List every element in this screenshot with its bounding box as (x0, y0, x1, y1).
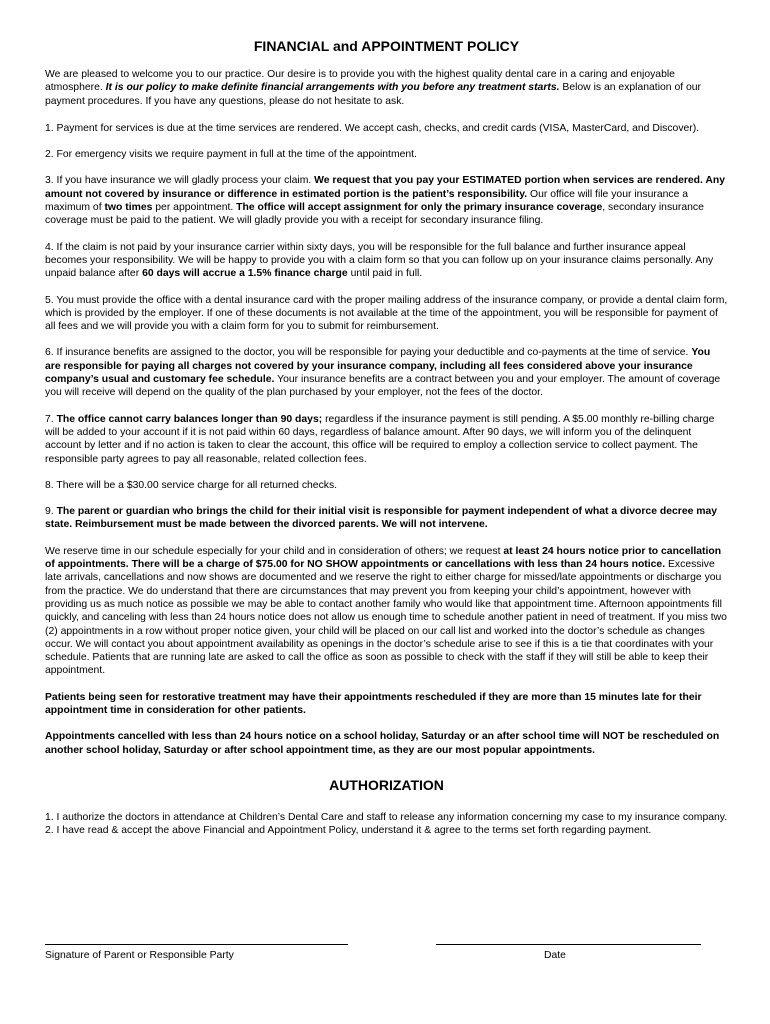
date-line[interactable] (436, 944, 701, 945)
appointment-bold: at least 24 hours notice prior to cancellation of appointments. There will be a charge of $75.00 for NO SHOW appointments or cancellations with less than 24 hours notice. (45, 545, 722, 571)
restorative-notice (45, 691, 728, 718)
item-3-text: , secondary insurance coverage must be paid to the patient. We will gladly provide you with a receipt for secondary insurance filing. (45, 202, 704, 227)
policy-item-8: 8. There will be a $30.00 service charge for all returned checks. (45, 479, 338, 491)
item-3-bold: The office will accept assignment for only the primary insurance coverage (236, 202, 603, 214)
authorization-line-2: 2. I have read & accept the above Financial and Appointment Policy, understand it & agree to the terms set forth regarding payment. (45, 825, 652, 837)
appointment-policy-paragraph (45, 545, 728, 678)
item-4-text: 4. If the claim is not paid by your insurance carrier within sixty days, you will be responsible for the full balance and further insurance appeal becomes your responsibility. We will be happy to provide you with a claim form so that you can follow up on your insurance claims personally. Any unpaid balance after (45, 241, 714, 280)
item-6-bold: You are responsible for paying all charges not covered by your insurance company, including all fees considered above your insurance company’s usual and customary fee schedule. (45, 347, 711, 386)
item-3-bold: two times (104, 202, 153, 214)
item-3-bold: We request that you pay your ESTIMATED portion when services are rendered. Any amount not covered by insurance or difference in estimated portion is the patient’s responsibility. (45, 175, 726, 200)
intro-policy-statement: It is our policy to make definite financial arrangements with you before any treatment starts. (105, 82, 560, 94)
policy-document (45, 0, 728, 961)
authorization-title: AUTHORIZATION (329, 776, 444, 793)
school-holiday-notice (45, 730, 728, 757)
school-holiday-notice-text: Appointments cancelled with less than 24 hours notice on a school holiday, Saturday or an after school time will NOT be rescheduled on another school holiday, Saturday or after school appointment time, as they are our most popular appointments. (45, 731, 720, 756)
appointment-text: Excessive late arrivals, cancellations and now shows are documented and we reserve the right to either charge for missed/late appointments or discharge you from the practice. We do understand that there are circumstances that may prevent you from keeping your child’s appointment, however with providing us as much notice as possible we may be able to contact another family who would like that appointment time. Afternoon appointments fill quickly, and canceling with less than 24 hours notice does not allow us enough time to schedule another patient in need of treatment. If you miss two (2) appointments in a row without proper notice given, your child will be placed on our call list and worked into the doctor’s schedule as changes occur. We will contact you about appointment availability as openings in the doctor’s schedule arise to see if this is a tie that coordinates with your schedule. Patients that are running late are asked to call the office as soon as possible to check with the staff if they will still be able to keep their appointment. (45, 559, 727, 677)
policy-item-6 (45, 346, 728, 399)
intro-text-end: Below is an explanation of our payment procedures. If you have any questions, please do not hesitate to ask. (45, 82, 702, 107)
policy-item-7 (45, 413, 728, 466)
policy-item-2: 2. For emergency visits we require payment in full at the time of the appointment. (45, 149, 417, 161)
item-7-text: regardless if the insurance payment is still pending. A $5.00 monthly re-billing charge will be added to your account if it is not paid within 60 days, regardless of balance amount. After 90 days, we will inform you of the delinquent account by letter and if no action is taken to clear the account, this office will be required to employ a collection service to collect payment. The responsible party agrees to pay all reasonable, related collection fees. (45, 413, 715, 465)
signature-label: Signature of Parent or Responsible Party (45, 950, 234, 961)
policy-item-4 (45, 241, 728, 281)
item-6-text: 6. If insurance benefits are assigned to the doctor, you will be responsible for paying your deductible and co-payments at the time of service. (45, 347, 692, 359)
policy-item-9 (45, 505, 728, 532)
intro-paragraph (45, 68, 728, 108)
policy-item-1: 1. Payment for services is due at the time services are rendered. We accept cash, checks, and credit cards (VISA, MasterCard, and Discover). (45, 122, 700, 134)
item-3-text: Our office will file your insurance a maximum of (45, 188, 689, 214)
item-9-bold: The parent or guardian who brings the child for their initial visit is responsible for payment independent of what a divorce decree may state. Reimbursement must be made between the divorced parents. We will not intervene. (45, 506, 718, 531)
date-label: Date (544, 950, 566, 961)
policy-item-5: 5. You must provide the office with a dental insurance card with the proper mailing address of the insurance company, or provide a dental claim form, which is provided by the employer. If one of these documents is not available at the time of the appointment, you will be responsible for payment of all fees and we will provide you with a claim form for you to submit for reimbursement. (45, 294, 728, 333)
policy-item-3 (45, 174, 728, 227)
item-6-text: Your insurance benefits are a contract between you and your employer. The amount of coverage you will receive will depend on the quality of the plan purchased by your employer, not the fees of the doctor. (45, 374, 721, 399)
item-3-text: 3. If you have insurance we will gladly process your claim. (45, 175, 315, 187)
intro-text: We are pleased to welcome you to our practice. Our desire is to provide you with the highest quality dental care in a caring and enjoyable atmosphere. (45, 69, 675, 94)
item-4-bold: 60 days will accrue a 1.5% finance charge (142, 268, 348, 280)
appointment-text: We reserve time in our schedule especially for your child and in consideration of others; we request (45, 545, 504, 557)
item-4-text: until paid in full. (347, 268, 423, 280)
authorization-line-1: 1. I authorize the doctors in attendance at Children’s Dental Care and staff to release any information concerning my case to my insurance company. (45, 811, 728, 823)
signature-line[interactable] (45, 944, 348, 945)
item-7-text: 7. (45, 413, 57, 425)
item-9-text: 9. (45, 506, 57, 518)
item-3-text: per appointment. (152, 202, 237, 214)
page-title: FINANCIAL and APPOINTMENT POLICY (253, 38, 520, 54)
item-7-bold: The office cannot carry balances longer than 90 days; (56, 413, 323, 425)
signature-area (45, 944, 728, 974)
restorative-notice-text: Patients being seen for restorative treatment may have their appointments rescheduled if they are more than 15 minutes late for their appointment time in consideration for other patients. (45, 691, 702, 716)
